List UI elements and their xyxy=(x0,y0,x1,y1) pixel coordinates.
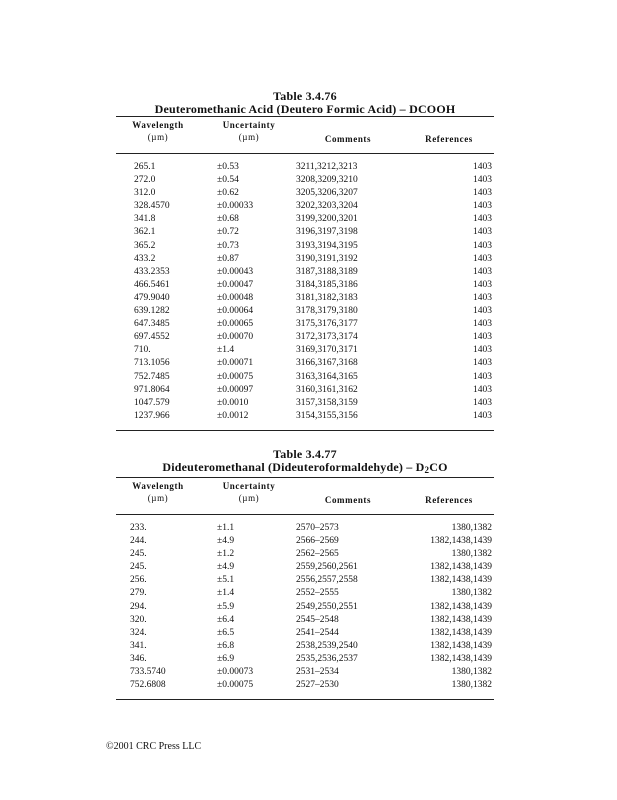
uncertainty-cell: ±0.00048 xyxy=(217,292,254,303)
uncertainty-cell: ±0.73 xyxy=(217,240,239,251)
comments-cell: 3157,3158,3159 xyxy=(296,397,358,408)
table-header xyxy=(116,117,494,153)
table-row xyxy=(116,667,494,680)
table-row xyxy=(116,267,494,280)
uncertainty-cell: ±0.00070 xyxy=(217,332,254,343)
comments-cell: 3199,3200,3201 xyxy=(296,214,358,225)
table-subtitle: Deuteromethanic Acid (Deutero Formic Acid) – DCOOH xyxy=(154,102,456,116)
comments-cell: 2545–2548 xyxy=(296,614,339,625)
wavelength-cell: 971.8064 xyxy=(134,384,170,395)
comments-cell: 3175,3176,3177 xyxy=(296,319,358,330)
uncertainty-cell: ±0.54 xyxy=(217,175,239,186)
wavelength-cell: 479.9040 xyxy=(134,292,170,303)
references-cell: 1403 xyxy=(473,240,492,251)
table-row xyxy=(116,162,494,175)
table-dideuteromethanal xyxy=(116,448,494,700)
wavelength-cell: 365.2 xyxy=(134,240,156,251)
comments-cell: 2556,2557,2558 xyxy=(296,575,358,586)
wavelength-cell: 233. xyxy=(130,523,147,533)
table-row xyxy=(116,175,494,188)
references-cell: 1403 xyxy=(473,306,492,317)
wavelength-cell: 265.1 xyxy=(134,162,156,172)
comments-cell: 3205,3206,3207 xyxy=(296,188,358,199)
comments-cell: 2538,2539,2540 xyxy=(296,640,358,651)
table-row xyxy=(116,306,494,319)
wavelength-cell: 256. xyxy=(130,575,147,586)
wavelength-cell: 697.4552 xyxy=(134,332,170,343)
wavelength-cell: 433.2 xyxy=(134,253,156,264)
wavelength-cell: 647.3485 xyxy=(134,319,170,330)
copyright-footer: ©2001 CRC Press LLC xyxy=(106,741,202,752)
comments-cell: 3202,3203,3204 xyxy=(296,201,358,212)
col-uncertainty-header: Uncertainty xyxy=(222,481,276,491)
comments-cell: 3208,3209,3210 xyxy=(296,175,358,186)
table-row xyxy=(116,523,494,536)
uncertainty-cell: ±0.00073 xyxy=(217,667,254,678)
table-body xyxy=(116,154,494,430)
table-row xyxy=(116,588,494,601)
comments-cell: 2541–2544 xyxy=(296,627,339,638)
uncertainty-cell: ±0.68 xyxy=(217,214,239,225)
references-cell: 1382,1438,1439 xyxy=(430,536,492,547)
table-row xyxy=(116,332,494,345)
col-comments-header: Comments xyxy=(324,495,372,505)
table-row xyxy=(116,293,494,306)
table-row xyxy=(116,214,494,227)
references-cell: 1382,1438,1439 xyxy=(430,575,492,586)
table-body xyxy=(116,515,494,699)
table-row xyxy=(116,562,494,575)
wavelength-cell: 294. xyxy=(130,601,147,612)
references-cell: 1403 xyxy=(473,345,492,356)
references-cell: 1403 xyxy=(473,397,492,408)
comments-cell: 3154,3155,3156 xyxy=(296,410,358,421)
references-cell: 1382,1438,1439 xyxy=(430,562,492,573)
wavelength-cell: 245. xyxy=(130,562,147,573)
references-cell: 1403 xyxy=(473,371,492,382)
table-subtitle xyxy=(116,461,494,477)
col-wavelength-unit: (µm) xyxy=(147,493,169,503)
comments-cell: 3169,3170,3171 xyxy=(296,345,358,356)
references-cell: 1403 xyxy=(473,384,492,395)
comments-cell: 2566–2569 xyxy=(296,536,339,547)
uncertainty-cell: ±0.00075 xyxy=(217,680,254,691)
uncertainty-cell: ±0.00047 xyxy=(217,279,254,290)
table-row xyxy=(116,319,494,332)
table-row xyxy=(116,549,494,562)
references-cell: 1380,1382 xyxy=(451,523,492,533)
comments-cell: 3166,3167,3168 xyxy=(296,358,358,369)
uncertainty-cell: ±0.00064 xyxy=(217,306,254,317)
wavelength-cell: 733.5740 xyxy=(130,667,166,678)
comments-cell: 3184,3185,3186 xyxy=(296,279,358,290)
wavelength-cell: 328.4570 xyxy=(134,201,170,212)
col-comments-header: Comments xyxy=(324,134,372,144)
subtitle-end: CO xyxy=(429,460,448,474)
references-cell: 1403 xyxy=(473,292,492,303)
table-row xyxy=(116,680,494,693)
comments-cell: 3178,3179,3180 xyxy=(296,306,358,317)
table-row xyxy=(116,575,494,588)
references-cell: 1382,1438,1439 xyxy=(430,640,492,651)
uncertainty-cell: ±1.4 xyxy=(217,588,235,599)
wavelength-cell: 272.0 xyxy=(134,175,156,186)
table-header xyxy=(116,478,494,514)
col-uncertainty-header: Uncertainty xyxy=(222,120,276,130)
uncertainty-cell: ±0.00033 xyxy=(217,201,254,212)
wavelength-cell: 752.6808 xyxy=(130,680,166,691)
table-bottom-rule xyxy=(116,430,494,431)
comments-cell: 3196,3197,3198 xyxy=(296,227,358,238)
wavelength-cell: 341.8 xyxy=(134,214,156,225)
subtitle-main: Dideuteromethanal (Dideuteroformaldehyde) – D xyxy=(162,460,425,474)
table-row xyxy=(116,280,494,293)
table-row xyxy=(116,641,494,654)
col-wavelength-header: Wavelength xyxy=(132,481,184,491)
references-cell: 1382,1438,1439 xyxy=(430,653,492,664)
comments-cell: 3187,3188,3189 xyxy=(296,266,358,277)
uncertainty-cell: ±0.0012 xyxy=(217,410,249,421)
col-wavelength-unit: (µm) xyxy=(147,132,169,142)
wavelength-cell: 1237.966 xyxy=(134,410,170,421)
references-cell: 1380,1382 xyxy=(451,667,492,678)
table-row xyxy=(116,398,494,411)
uncertainty-cell: ±0.00065 xyxy=(217,319,254,330)
wavelength-cell: 466.5461 xyxy=(134,279,170,290)
references-cell: 1403 xyxy=(473,358,492,369)
uncertainty-cell: ±0.0010 xyxy=(217,397,249,408)
comments-cell: 3211,3212,3213 xyxy=(296,162,358,172)
table-row xyxy=(116,602,494,615)
uncertainty-cell: ±0.72 xyxy=(217,227,239,238)
table-row xyxy=(116,241,494,254)
wavelength-cell: 324. xyxy=(130,627,147,638)
table-row xyxy=(116,345,494,358)
uncertainty-cell: ±1.2 xyxy=(217,549,235,560)
wavelength-cell: 312.0 xyxy=(134,188,156,199)
comments-cell: 3172,3173,3174 xyxy=(296,332,358,343)
col-references-header: References xyxy=(425,134,473,144)
uncertainty-cell: ±5.9 xyxy=(217,601,235,612)
table-row xyxy=(116,227,494,240)
references-cell: 1380,1382 xyxy=(451,680,492,691)
comments-cell: 3160,3161,3162 xyxy=(296,384,358,395)
table-row xyxy=(116,654,494,667)
comments-cell: 2570–2573 xyxy=(296,523,339,533)
wavelength-cell: 279. xyxy=(130,588,147,599)
references-cell: 1380,1382 xyxy=(451,588,492,599)
wavelength-cell: 341. xyxy=(130,640,147,651)
uncertainty-cell: ±6.9 xyxy=(217,653,235,664)
references-cell: 1403 xyxy=(473,175,492,186)
references-cell: 1380,1382 xyxy=(451,549,492,560)
subtitle-subscript: 2 xyxy=(424,465,430,475)
comments-cell: 3193,3194,3195 xyxy=(296,240,358,251)
references-cell: 1403 xyxy=(473,201,492,212)
references-cell: 1403 xyxy=(473,332,492,343)
references-cell: 1382,1438,1439 xyxy=(430,601,492,612)
table-deuteromethanic-acid xyxy=(116,90,494,431)
uncertainty-cell: ±6.4 xyxy=(217,614,235,625)
uncertainty-cell: ±0.00097 xyxy=(217,384,254,395)
uncertainty-cell: ±6.8 xyxy=(217,640,235,651)
col-references-header: References xyxy=(425,495,473,505)
table-row xyxy=(116,411,494,424)
references-cell: 1403 xyxy=(473,162,492,172)
table-row xyxy=(116,628,494,641)
wavelength-cell: 433.2353 xyxy=(134,266,170,277)
uncertainty-cell: ±0.87 xyxy=(217,253,239,264)
comments-cell: 2527–2530 xyxy=(296,680,339,691)
col-uncertainty-unit: (µm) xyxy=(238,493,260,503)
col-uncertainty-unit: (µm) xyxy=(238,132,260,142)
table-row xyxy=(116,358,494,371)
comments-cell: 2559,2560,2561 xyxy=(296,562,358,573)
references-cell: 1403 xyxy=(473,188,492,199)
table-row xyxy=(116,385,494,398)
uncertainty-cell: ±0.00043 xyxy=(217,266,254,277)
references-cell: 1403 xyxy=(473,266,492,277)
table-title: Table 3.4.76 xyxy=(273,89,337,103)
table-row xyxy=(116,615,494,628)
references-cell: 1403 xyxy=(473,214,492,225)
uncertainty-cell: ±0.00071 xyxy=(217,358,254,369)
uncertainty-cell: ±6.5 xyxy=(217,627,235,638)
table-row xyxy=(116,536,494,549)
wavelength-cell: 639.1282 xyxy=(134,306,170,317)
references-cell: 1403 xyxy=(473,279,492,290)
uncertainty-cell: ±1.4 xyxy=(217,345,235,356)
wavelength-cell: 346. xyxy=(130,653,147,664)
wavelength-cell: 710. xyxy=(134,345,151,356)
wavelength-cell: 1047.579 xyxy=(134,397,170,408)
uncertainty-cell: ±0.00075 xyxy=(217,371,254,382)
wavelength-cell: 245. xyxy=(130,549,147,560)
table-bottom-rule xyxy=(116,699,494,700)
references-cell: 1382,1438,1439 xyxy=(430,627,492,638)
references-cell: 1403 xyxy=(473,253,492,264)
comments-cell: 2535,2536,2537 xyxy=(296,653,358,664)
uncertainty-cell: ±4.9 xyxy=(217,562,235,573)
wavelength-cell: 362.1 xyxy=(134,227,156,238)
comments-cell: 2562–2565 xyxy=(296,549,339,560)
table-row xyxy=(116,254,494,267)
comments-cell: 2531–2534 xyxy=(296,667,339,678)
references-cell: 1403 xyxy=(473,319,492,330)
table-row xyxy=(116,372,494,385)
table-row xyxy=(116,188,494,201)
references-cell: 1403 xyxy=(473,410,492,421)
comments-cell: 2549,2550,2551 xyxy=(296,601,358,612)
uncertainty-cell: ±0.62 xyxy=(217,188,239,199)
wavelength-cell: 244. xyxy=(130,536,147,547)
uncertainty-cell: ±4.9 xyxy=(217,536,235,547)
table-title: Table 3.4.77 xyxy=(273,447,337,461)
comments-cell: 3190,3191,3192 xyxy=(296,253,358,264)
wavelength-cell: 713.1056 xyxy=(134,358,170,369)
wavelength-cell: 320. xyxy=(130,614,147,625)
uncertainty-cell: ±0.53 xyxy=(217,162,239,172)
comments-cell: 2552–2555 xyxy=(296,588,339,599)
uncertainty-cell: ±5.1 xyxy=(217,575,235,586)
col-wavelength-header: Wavelength xyxy=(132,120,184,130)
table-row xyxy=(116,201,494,214)
comments-cell: 3163,3164,3165 xyxy=(296,371,358,382)
uncertainty-cell: ±1.1 xyxy=(217,523,235,533)
references-cell: 1403 xyxy=(473,227,492,238)
comments-cell: 3181,3182,3183 xyxy=(296,292,358,303)
references-cell: 1382,1438,1439 xyxy=(430,614,492,625)
wavelength-cell: 752.7485 xyxy=(134,371,170,382)
